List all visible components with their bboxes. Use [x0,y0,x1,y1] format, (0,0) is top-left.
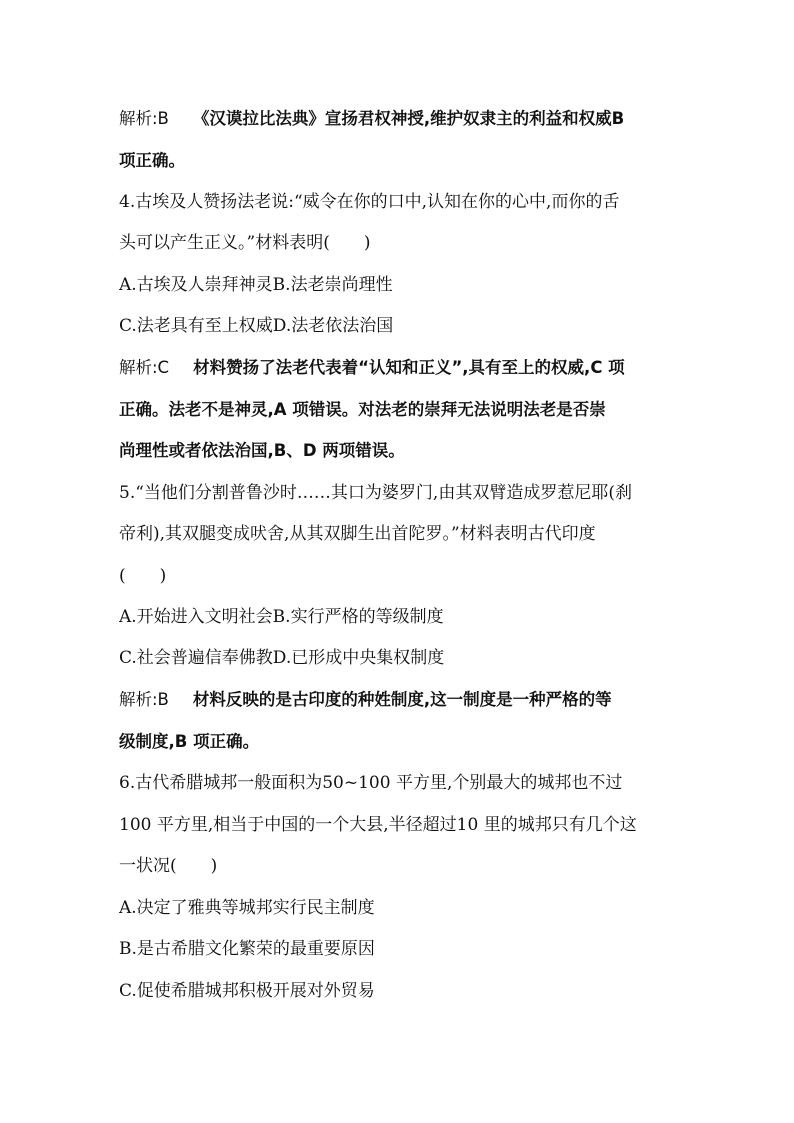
q6-stem-line-3: 一状况( ) [119,856,218,876]
q4-analysis-label: 解析:C [119,358,170,377]
q3-analysis-text: 《汉谟拉比法典》宣扬君权神授,维护奴隶主的利益和权威B [192,109,625,128]
q4-options-line-1: A.古埃及人崇拜神灵B.法老崇尚理性 [119,275,393,295]
q5-options-line-2: C.社会普遍信奉佛教D.已形成中央集权制度 [119,648,445,668]
q3-analysis-line-1 [119,107,679,131]
q4-options-line-2: C.法老具有至上权威D.法老依法治国 [119,316,394,336]
q5-analysis-label: 解析:B [119,690,169,709]
q5-stem-line-3: ( ) [119,566,167,586]
q5-analysis-line-1 [119,688,679,712]
q6-stem-line-1: 6.古代希腊城邦一般面积为50~100 平方里,个别最大的城邦也不过 [119,773,623,793]
q6-option-c: C.促使希腊城邦积极开展对外贸易 [119,981,375,1001]
q4-analysis-text: 材料赞扬了法老代表着“认知和正义”,具有至上的权威,C 项 [193,358,625,377]
q5-stem-line-1: 5.“当他们分割普鲁沙时……其口为婆罗门,由其双臂造成罗惹尼耶(刹 [119,483,632,503]
q6-option-b: B.是古希腊文化繁荣的最重要原因 [119,939,375,959]
q5-stem-line-2: 帝利),其双腿变成吠舍,从其双脚生出首陀罗。”材料表明古代印度 [119,524,596,544]
q6-option-a: A.决定了雅典等城邦实行民主制度 [119,898,375,918]
q5-options-line-1: A.开始进入文明社会B.实行严格的等级制度 [119,607,444,627]
q6-stem-line-2: 100 平方里,相当于中国的一个大县,半径超过10 里的城邦只有几个这 [119,815,637,835]
q4-analysis-line-2: 正确。法老不是神灵,A 项错误。对法老的崇拜无法说明法老是否崇 [119,400,606,419]
q3-analysis-label: 解析:B [119,109,169,128]
q4-stem-line-2: 头可以产生正义。”材料表明( ) [119,233,371,253]
q5-analysis-text: 材料反映的是古印度的种姓制度,这一制度是一种严格的等 [192,690,612,709]
q5-analysis-line-2: 级制度,B 项正确。 [119,732,260,751]
q4-stem-line-1: 4.古埃及人赞扬法老说:“威令在你的口中,认知在你的心中,而你的舌 [119,192,620,212]
q4-analysis-line-1 [119,356,679,380]
q3-analysis-line-2: 项正确。 [119,151,185,170]
q4-analysis-line-3: 尚理性或者依法治国,B、D 两项错误。 [119,441,405,460]
